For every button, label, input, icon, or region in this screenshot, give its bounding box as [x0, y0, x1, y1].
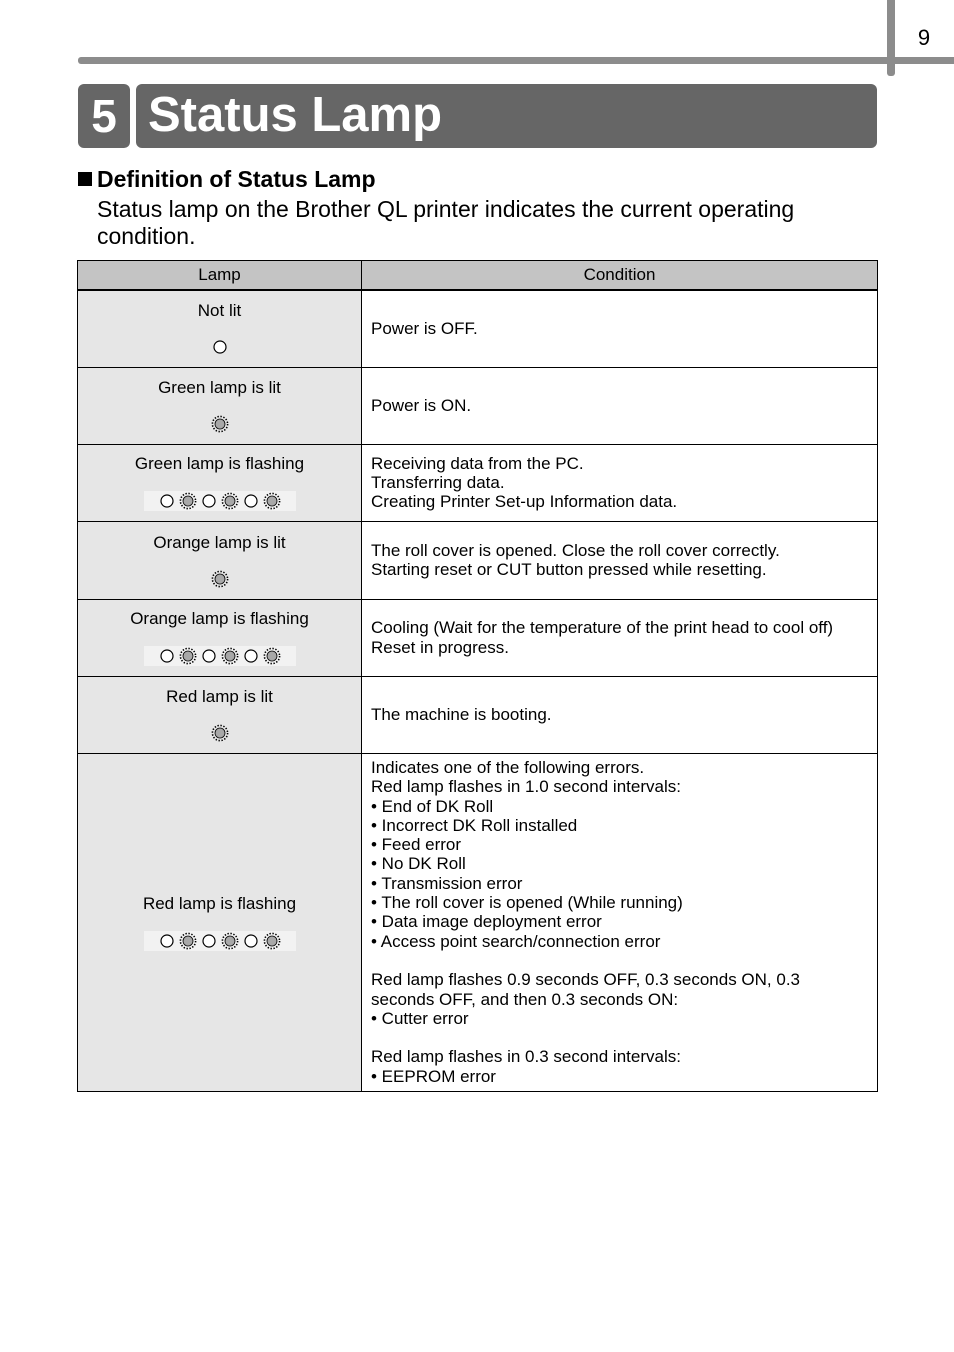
condition-line: • Data image deployment error [371, 912, 602, 932]
condition-line: Power is OFF. [371, 319, 478, 339]
lamp-cell [78, 444, 362, 521]
lamp-label: Red lamp is lit [166, 687, 273, 706]
condition-line: Transferring data. [371, 472, 505, 492]
table-row [78, 753, 878, 1091]
lamp-cell [78, 367, 362, 444]
lamp-lit-icon [79, 570, 360, 588]
blank-line [371, 1028, 876, 1047]
lamp-cell [78, 753, 362, 1091]
lamp-off-icon [242, 647, 260, 665]
lamp-cell [78, 599, 362, 676]
condition-line: Reset in progress. [371, 637, 509, 657]
lamp-lit-icon [263, 492, 281, 510]
lamp-off-icon [158, 647, 176, 665]
lamp-off-icon [200, 932, 218, 950]
table-row [78, 676, 878, 753]
lamp-off-icon [79, 338, 360, 356]
section-heading [78, 166, 376, 193]
lamp-label: Not lit [197, 301, 242, 321]
lamp-lit-icon [79, 415, 360, 433]
lamp-flashing-sequence-icon [144, 931, 296, 951]
lamp-lit-icon [263, 932, 281, 950]
lamp-off-icon [158, 492, 176, 510]
lamp-off-icon [242, 492, 260, 510]
condition-column-header: Condition [362, 261, 878, 291]
table-row [78, 367, 878, 444]
condition-line: The roll cover is opened. Close the roll cover correctly. [371, 540, 780, 560]
lamp-cell [78, 521, 362, 599]
condition-line: • The roll cover is opened (While running) [371, 893, 683, 913]
section-description: Status lamp on the Brother QL printer indicates the current operating condition. [97, 196, 795, 249]
table-header-row [78, 261, 878, 291]
lamp-lit-icon [179, 932, 197, 950]
condition-line: seconds OFF, and then 0.3 seconds ON: [371, 989, 679, 1009]
blank-line [371, 951, 876, 970]
lamp-label: Orange lamp is lit [153, 532, 286, 552]
condition-line: • Access point search/connection error [371, 931, 661, 951]
condition-line: Starting reset or CUT button pressed while resetting. [371, 560, 767, 579]
lamp-off-icon [242, 932, 260, 950]
condition-line: • Cutter error [371, 1008, 469, 1028]
page-number: 9 [917, 25, 931, 50]
condition-line: Receiving data from the PC. [371, 453, 584, 473]
table-row [78, 290, 878, 367]
lamp-label: Red lamp is flashing [142, 893, 297, 913]
condition-line: Red lamp flashes 0.9 seconds OFF, 0.3 seconds ON, 0.3 [371, 970, 800, 990]
condition-cell [362, 367, 878, 444]
lamp-off-icon [158, 932, 176, 950]
page-tab-rule [887, 0, 895, 76]
header-rule [78, 57, 954, 64]
status-lamp-table [77, 260, 878, 1092]
lamp-label: Green lamp is lit [158, 378, 281, 397]
condition-line: Creating Printer Set-up Information data. [371, 492, 678, 512]
lamp-off-icon [211, 338, 229, 356]
condition-line: Red lamp flashes in 1.0 second intervals: [371, 777, 681, 797]
section-heading-text: Definition of Status Lamp [97, 166, 376, 192]
lamp-lit-icon [221, 932, 239, 950]
condition-cell [362, 599, 878, 676]
table-body [78, 290, 878, 1091]
condition-line: Indicates one of the following errors. [371, 757, 645, 777]
lamp-cell [78, 290, 362, 367]
table-row [78, 444, 878, 521]
condition-cell [362, 753, 878, 1091]
lamp-lit-icon [263, 647, 281, 665]
condition-line: • No DK Roll [371, 854, 466, 874]
table-row [78, 521, 878, 599]
lamp-cell [78, 676, 362, 753]
lamp-label: Green lamp is flashing [134, 454, 305, 473]
lamp-lit-icon [79, 724, 360, 742]
square-bullet-icon [78, 172, 92, 186]
chapter-number: 5 [78, 84, 130, 148]
lamp-lit-icon [211, 724, 229, 742]
lamp-flashing-sequence-icon [144, 646, 296, 666]
lamp-column-header: Lamp [78, 261, 362, 291]
condition-line: • Incorrect DK Roll installed [371, 815, 578, 835]
condition-cell [362, 444, 878, 521]
condition-cell [362, 676, 878, 753]
lamp-label: Orange lamp is flashing [130, 609, 309, 628]
condition-cell [362, 521, 878, 599]
condition-line: Power is ON. [371, 395, 472, 415]
lamp-lit-icon [179, 647, 197, 665]
condition-cell [362, 290, 878, 367]
chapter-title: Status Lamp [136, 84, 877, 148]
lamp-lit-icon [221, 492, 239, 510]
lamp-lit-icon [211, 415, 229, 433]
lamp-off-icon [200, 647, 218, 665]
condition-line: • Feed error [371, 835, 462, 855]
lamp-off-icon [200, 492, 218, 510]
lamp-flashing-sequence-icon [144, 491, 296, 511]
lamp-lit-icon [211, 570, 229, 588]
condition-line: Cooling (Wait for the temperature of the print head to cool off) [371, 618, 834, 638]
lamp-lit-icon [221, 647, 239, 665]
table-row [78, 599, 878, 676]
condition-line: The machine is booting. [371, 704, 552, 724]
condition-line: • End of DK Roll [371, 796, 494, 816]
condition-line: Red lamp flashes in 0.3 second intervals: [371, 1047, 681, 1067]
condition-line: • EEPROM error [371, 1066, 496, 1086]
condition-line: • Transmission error [371, 873, 523, 893]
lamp-lit-icon [179, 492, 197, 510]
